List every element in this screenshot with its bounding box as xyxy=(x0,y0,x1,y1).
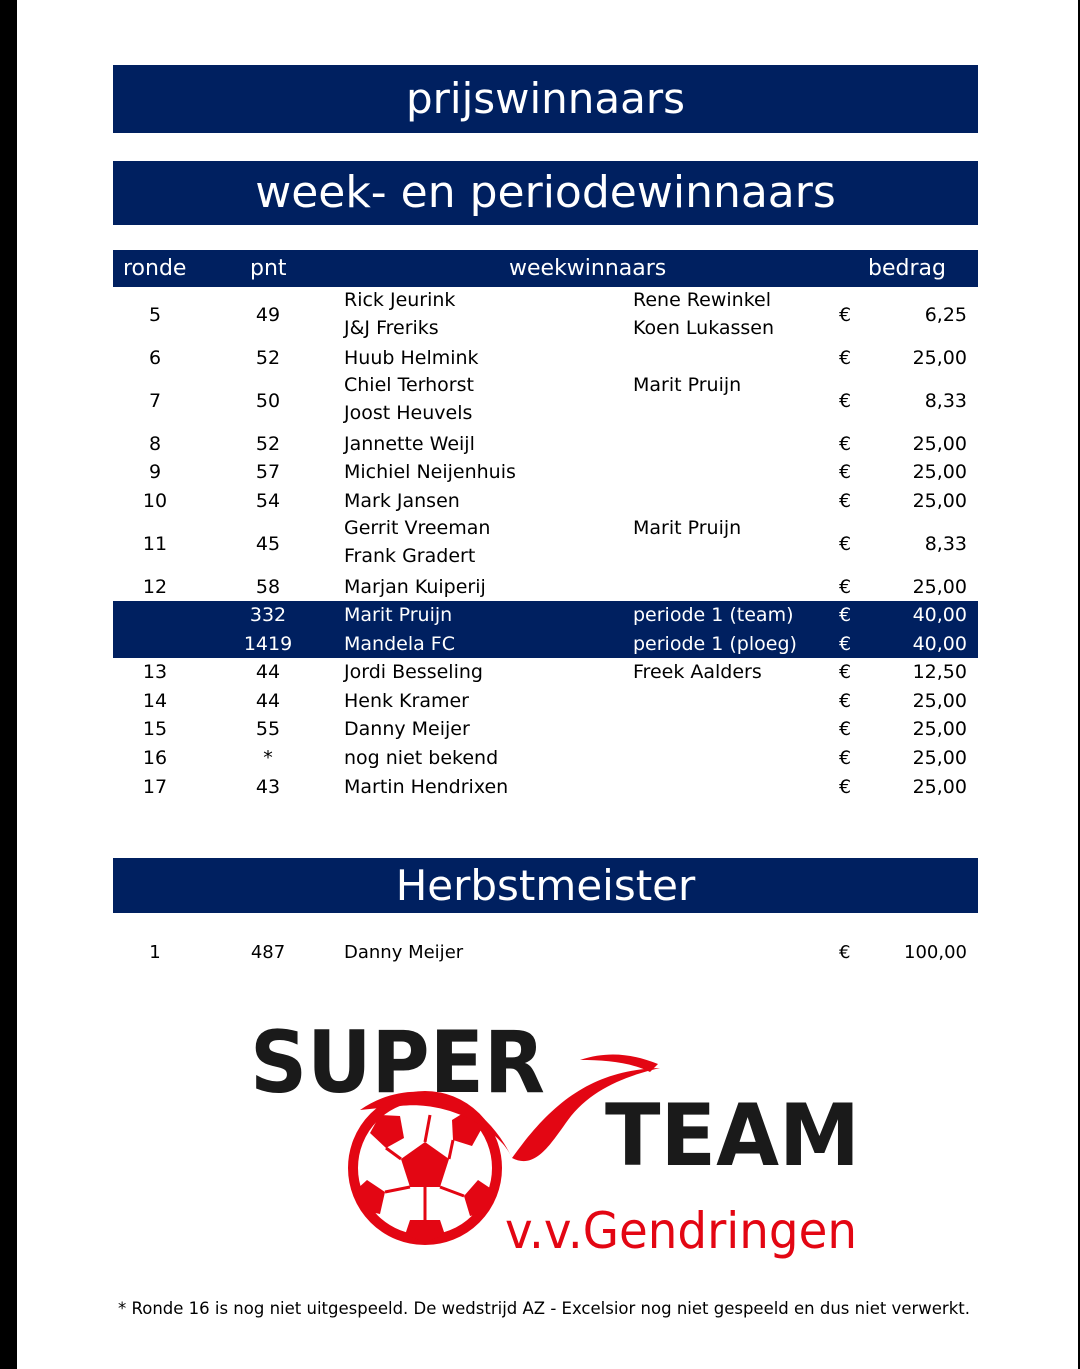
period-row xyxy=(113,629,978,658)
euro-sign: € xyxy=(839,461,852,483)
herbstmeister-row xyxy=(113,942,978,968)
herbst-name: Danny Meijer xyxy=(344,942,464,963)
table-row xyxy=(113,486,978,515)
table-row xyxy=(113,744,978,772)
pnt: 43 xyxy=(255,776,281,798)
header-ronde: ronde xyxy=(123,256,187,281)
pnt: 45 xyxy=(255,533,281,555)
ronde: 11 xyxy=(142,533,168,555)
euro-sign: € xyxy=(839,718,852,740)
pnt: 54 xyxy=(255,490,281,512)
pnt: 52 xyxy=(255,433,281,455)
pnt: 52 xyxy=(255,347,281,369)
table-header xyxy=(113,250,978,287)
winner-name: Danny Meijer xyxy=(344,718,470,740)
euro-sign: € xyxy=(839,633,852,655)
winner-name: Jannette Weijl xyxy=(344,433,475,455)
table-row xyxy=(113,715,978,743)
ronde: 8 xyxy=(148,433,162,455)
amount: 25,00 xyxy=(912,347,967,369)
winner-name: Henk Kramer xyxy=(344,690,469,712)
table-row xyxy=(113,287,978,343)
euro-sign: € xyxy=(839,604,852,626)
winner-name: nog niet bekend xyxy=(344,747,499,769)
ronde: 5 xyxy=(148,304,162,326)
ronde: 7 xyxy=(148,390,162,412)
herbst-rank: 1 xyxy=(149,942,161,963)
table-row xyxy=(113,372,978,429)
table-row xyxy=(113,343,978,372)
pnt: 50 xyxy=(255,390,281,412)
winner-name: Marit Pruijn xyxy=(344,604,453,626)
amount: 25,00 xyxy=(912,461,967,483)
euro-sign: € xyxy=(839,661,852,683)
winner-name: Gerrit Vreeman xyxy=(344,517,491,539)
table-row xyxy=(113,429,978,458)
ronde: 6 xyxy=(148,347,162,369)
pnt: 57 xyxy=(255,461,281,483)
pnt: 58 xyxy=(255,576,281,598)
period-row xyxy=(113,601,978,629)
title-week-periodewinnaars: week- en periodewinnaars xyxy=(113,161,978,225)
ronde: 17 xyxy=(142,776,168,798)
winner-name: Mandela FC xyxy=(344,633,455,655)
amount: 25,00 xyxy=(912,747,967,769)
euro-sign: € xyxy=(839,776,852,798)
logo-team-text: TEAM xyxy=(605,1086,860,1186)
ronde: 15 xyxy=(142,718,168,740)
winner-name: J&J Freriks xyxy=(344,317,439,339)
super-team-logo xyxy=(250,1020,870,1270)
amount: 6,25 xyxy=(924,304,967,326)
winner-name: Rick Jeurink xyxy=(344,289,456,311)
title-herbstmeister: Herbstmeister xyxy=(113,858,978,913)
table-row xyxy=(113,658,978,686)
amount: 40,00 xyxy=(912,604,967,626)
pnt: 49 xyxy=(255,304,281,326)
header-weekwinnaars: weekwinnaars xyxy=(509,256,667,281)
ronde: 14 xyxy=(142,690,168,712)
left-edge xyxy=(0,0,17,1369)
amount: 25,00 xyxy=(912,433,967,455)
amount: 25,00 xyxy=(912,776,967,798)
euro-sign: € xyxy=(839,304,852,326)
second-name: periode 1 (ploeg) xyxy=(633,633,797,655)
amount: 25,00 xyxy=(912,718,967,740)
header-bedrag: bedrag xyxy=(868,256,946,281)
second-name: periode 1 (team) xyxy=(633,604,794,626)
winner-name: Michiel Neijenhuis xyxy=(344,461,516,483)
ronde: 16 xyxy=(142,747,168,769)
winner-name: Jordi Besseling xyxy=(344,661,483,683)
second-name: Marit Pruijn xyxy=(633,517,742,539)
amount: 25,00 xyxy=(912,490,967,512)
pnt: 55 xyxy=(255,718,281,740)
winner-name: Joost Heuvels xyxy=(344,402,473,424)
amount: 25,00 xyxy=(912,690,967,712)
table-row xyxy=(113,686,978,715)
footnote: * Ronde 16 is nog niet uitgespeeld. De wedstrijd AZ - Excelsior nog niet gespeeld en dus niet verwerkt. xyxy=(118,1299,970,1318)
amount: 8,33 xyxy=(924,390,967,412)
winner-name: Marjan Kuiperij xyxy=(344,576,486,598)
second-name: Rene Rewinkel xyxy=(633,289,772,311)
ronde: 10 xyxy=(142,490,168,512)
herbst-pnt: 487 xyxy=(250,942,286,963)
logo-super-text: SUPER xyxy=(250,1020,545,1113)
pnt: 44 xyxy=(255,690,281,712)
amount: 25,00 xyxy=(912,576,967,598)
ronde: 13 xyxy=(142,661,168,683)
second-name: Koen Lukassen xyxy=(633,317,775,339)
logo-club-text: v.v.Gendringen xyxy=(505,1202,857,1260)
pnt: 1419 xyxy=(243,633,293,655)
winner-name: Frank Gradert xyxy=(344,545,476,567)
second-name: Freek Aalders xyxy=(633,661,762,683)
header-pnt: pnt xyxy=(250,256,287,281)
amount: 40,00 xyxy=(912,633,967,655)
euro-sign: € xyxy=(839,690,852,712)
pnt: 332 xyxy=(249,604,287,626)
pnt: * xyxy=(263,747,273,769)
winner-name: Chiel Terhorst xyxy=(344,374,474,396)
euro-sign: € xyxy=(839,433,852,455)
table-row xyxy=(113,458,978,486)
euro-sign: € xyxy=(839,747,852,769)
euro-sign: € xyxy=(839,347,852,369)
ronde: 9 xyxy=(148,461,162,483)
euro-sign: € xyxy=(839,390,852,412)
pnt: 44 xyxy=(255,661,281,683)
table-row xyxy=(113,772,978,801)
herbst-amount: 100,00 xyxy=(904,942,967,963)
winner-name: Mark Jansen xyxy=(344,490,460,512)
winner-name: Martin Hendrixen xyxy=(344,776,509,798)
euro-sign: € xyxy=(839,490,852,512)
winner-name: Huub Helmink xyxy=(344,347,479,369)
second-name: Marit Pruijn xyxy=(633,374,742,396)
amount: 12,50 xyxy=(912,661,967,683)
herbst-euro: € xyxy=(839,942,851,963)
ronde: 12 xyxy=(142,576,168,598)
title-prijswinnaars: prijswinnaars xyxy=(113,65,978,133)
euro-sign: € xyxy=(839,533,852,555)
amount: 8,33 xyxy=(924,533,967,555)
euro-sign: € xyxy=(839,576,852,598)
table-row xyxy=(113,572,978,601)
table-row xyxy=(113,515,978,572)
